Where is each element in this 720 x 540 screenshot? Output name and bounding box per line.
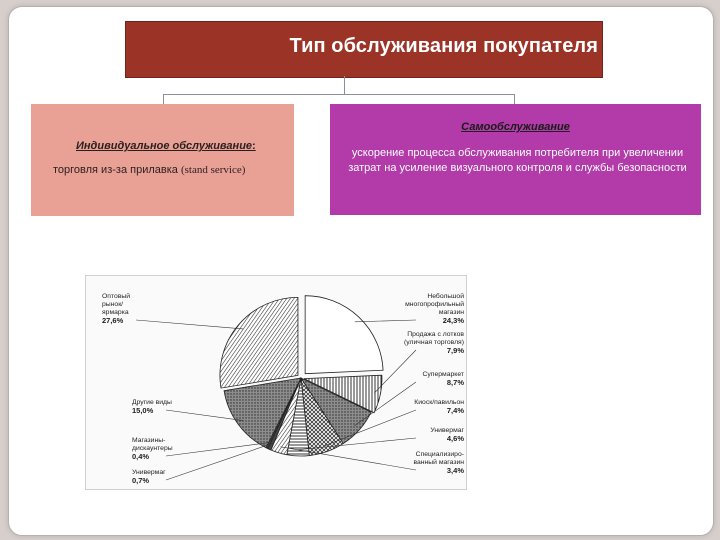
self-service-description: ускорение процесса обслуживания потребителя при увеличении затрат на усиление визуального контроля и службы безопасности bbox=[348, 147, 687, 174]
connector-horizontal bbox=[163, 94, 515, 95]
slice-label: Магазины-дискаунтеры 0,4% bbox=[132, 437, 173, 461]
title-box bbox=[125, 21, 603, 78]
connector-right-drop bbox=[514, 94, 515, 104]
slice-label: Киоск/павильон 7,4% bbox=[414, 399, 464, 415]
individual-service-heading-colon: : bbox=[252, 140, 256, 152]
store-type-pie-chart bbox=[85, 275, 467, 490]
individual-service-desc-part1: торговля из-за прилавка bbox=[53, 164, 181, 176]
slice-label: Универмаг 4,6% bbox=[430, 427, 464, 443]
slice-label: Специализиро-ванный магазин 3,4% bbox=[413, 451, 464, 475]
slice-label: Другие виды 15,0% bbox=[132, 399, 172, 415]
leader-line bbox=[136, 320, 243, 329]
slice-label: Универмаг 0,7% bbox=[132, 469, 166, 485]
leader-line bbox=[166, 443, 270, 456]
leader-line bbox=[355, 320, 416, 322]
pie-chart-svg bbox=[86, 276, 466, 489]
individual-service-desc-part2: (stand service) bbox=[180, 164, 246, 176]
individual-service-heading bbox=[76, 140, 256, 152]
slice-label: Супермаркет 8,7% bbox=[422, 371, 464, 387]
slide-title: Тип обслуживания покупателя bbox=[289, 35, 598, 57]
slide bbox=[8, 6, 714, 536]
connector-vertical-top bbox=[344, 76, 345, 94]
self-service-box bbox=[330, 104, 701, 215]
individual-service-box bbox=[31, 104, 294, 216]
pie-slice bbox=[220, 297, 298, 388]
leader-line bbox=[281, 447, 416, 470]
slice-label: Небольшой многопрофильный магазин 24,3% bbox=[405, 293, 464, 325]
individual-service-heading-text: Индивидуальное обслуживание bbox=[76, 140, 253, 152]
connector-left-drop bbox=[163, 94, 164, 104]
pie-slices bbox=[220, 296, 383, 456]
pie-slice bbox=[305, 296, 383, 374]
self-service-heading: Самообслуживание bbox=[461, 121, 570, 133]
individual-service-description bbox=[53, 164, 245, 176]
slice-label: Продажа с лотков (уличная торговля) 7,9% bbox=[404, 331, 464, 355]
slice-label: Оптовый рынок/ ярмарка 27,6% bbox=[102, 293, 131, 325]
